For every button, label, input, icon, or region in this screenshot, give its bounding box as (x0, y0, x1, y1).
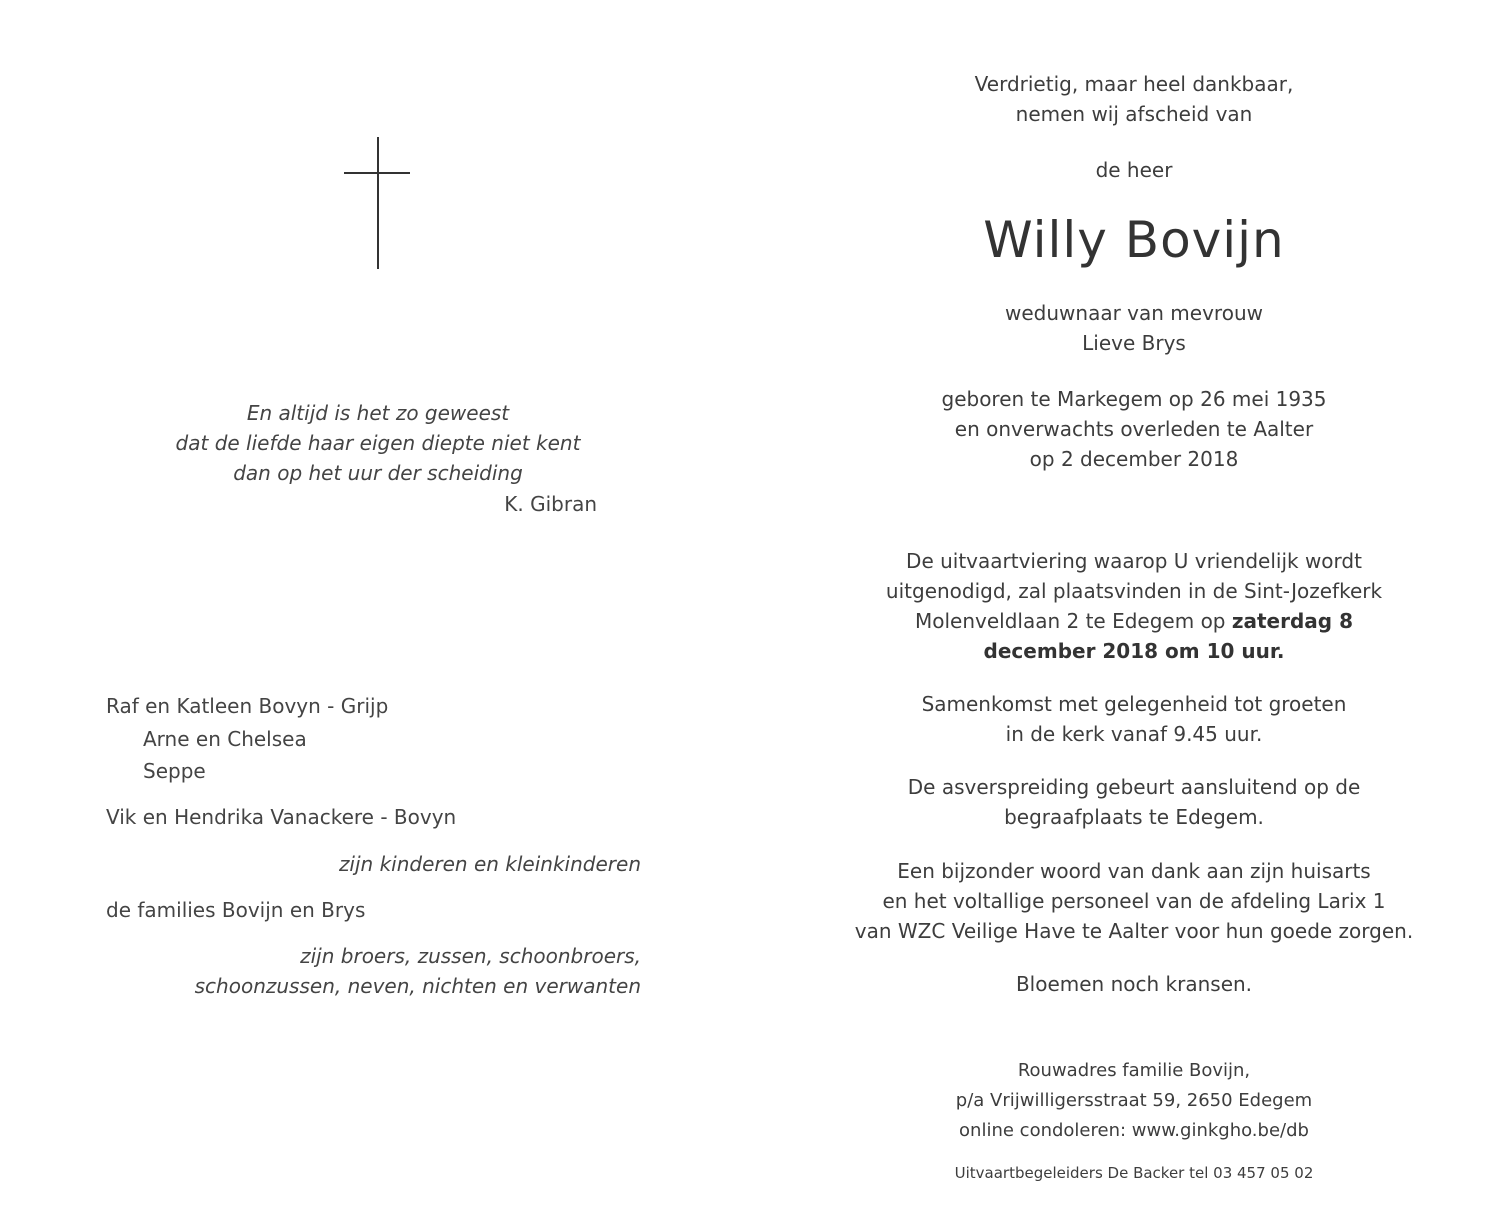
thanks-line: van WZC Veilige Have te Aalter voor hun goede zorgen. (854, 919, 1414, 943)
ceremony-info (834, 546, 1434, 666)
gathering-line: Samenkomst met gelegenheid tot groeten (921, 692, 1347, 716)
ceremony-line: De uitvaartviering waarop U vriendelijk wordt (906, 549, 1362, 573)
ceremony-line (834, 636, 1434, 666)
cross-vertical (377, 137, 379, 269)
ceremony-date: zaterdag 8 (1231, 609, 1353, 633)
date-line: op 2 december 2018 (1029, 447, 1239, 471)
family-role: schoonzussen, neven, nichten en verwanten (194, 974, 641, 998)
date-line: geboren te Markegem op 26 mei 1935 (941, 387, 1327, 411)
flowers-note: Bloemen noch kransen. (1015, 972, 1253, 996)
honorific: de heer (1095, 158, 1173, 182)
quote-author: K. Gibran (504, 492, 597, 516)
ceremony-date: december 2018 om 10 uur. (983, 639, 1285, 663)
intro-text (834, 69, 1434, 129)
ashes-line: De asverspreiding gebeurt aansluitend op de (907, 775, 1361, 799)
date-line: en onverwachts overleden te Aalter (954, 417, 1314, 441)
thanks-line: en het voltallige personeel van de afdeling Larix 1 (882, 889, 1386, 913)
quote-line: En altijd is het zo geweest (246, 401, 510, 425)
mourning-address (834, 1056, 1434, 1146)
address-line: p/a Vrijwilligersstraat 59, 2650 Edegem (955, 1090, 1313, 1111)
undertaker-info: Uitvaartbegeleiders De Backer tel 03 457 05 02 (954, 1164, 1314, 1182)
ashes-info (834, 772, 1434, 832)
intro-line: Verdrietig, maar heel dankbaar, (974, 72, 1294, 96)
ceremony-line (834, 606, 1434, 636)
ceremony-text: Molenveldlaan 2 te Edegem op (914, 609, 1232, 633)
family-member: Seppe (143, 759, 206, 783)
family-role: zijn broers, zussen, schoonbroers, (300, 944, 641, 968)
intro-line: nemen wij afscheid van (1015, 102, 1253, 126)
family-member: Raf en Katleen Bovyn - Grijp (106, 694, 389, 718)
ashes-line: begraafplaats te Edegem. (1004, 805, 1264, 829)
spouse-line: weduwnaar van mevrouw (1005, 301, 1263, 325)
quote-line: dat de liefde haar eigen diepte niet kent (175, 431, 581, 455)
memorial-quote (160, 398, 596, 488)
deceased-name: Willy Bovijn (983, 211, 1285, 269)
thanks-info (834, 856, 1434, 946)
quote-line: dan op het uur der scheiding (233, 461, 523, 485)
spouse-info (834, 298, 1434, 358)
gathering-info (834, 689, 1434, 749)
family-member: de families Bovijn en Brys (106, 898, 366, 922)
address-line: online condoleren: www.ginkgho.be/db (959, 1120, 1309, 1141)
family-member: Arne en Chelsea (143, 727, 307, 751)
address-line: Rouwadres familie Bovijn, (1017, 1060, 1251, 1081)
cross-horizontal (344, 172, 410, 174)
thanks-line: Een bijzonder woord van dank aan zijn huisarts (897, 859, 1371, 883)
family-member: Vik en Hendrika Vanackere - Bovyn (106, 805, 457, 829)
family-role: zijn kinderen en kleinkinderen (338, 852, 641, 876)
ceremony-line: uitgenodigd, zal plaatsvinden in de Sint-Jozefkerk (885, 579, 1383, 603)
life-dates (834, 384, 1434, 474)
spouse-line: Lieve Brys (1082, 331, 1186, 355)
gathering-line: in de kerk vanaf 9.45 uur. (1005, 722, 1263, 746)
